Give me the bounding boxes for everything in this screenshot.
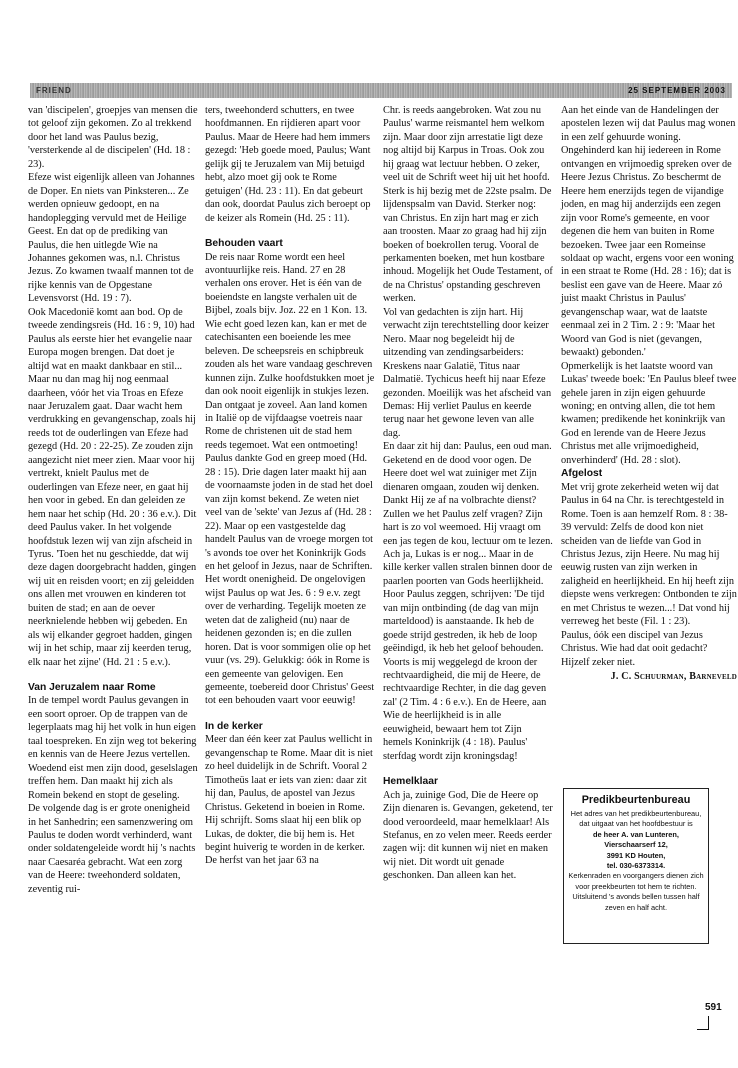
paragraph: Opmerkelijk is het laatste woord van Lukas' tweede boek: 'En Paulus bleef twee gehele jaren in zijn eigen gehuurde woning; en ontving allen, die tot hem kwamen; predikende het koninkrijk van God en lerende van de Heere Jezus Christus met alle vrijmoedigheid, onverhinderd' (Hd. 28 : slot). (561, 360, 737, 466)
header-date: 25 SEPTEMBER 2003 (628, 86, 726, 95)
paragraph: van 'discipelen', groepjes van mensen die tot geloof zijn gekomen. Zo al trekkend door het land was Paulus bezig, 'versterkende al de discipelen' (Hd. 18 : 23). (28, 105, 198, 170)
box-intro: Het adres van het predikbeurtenbureau, dat uitgaat van het hoofdbestuur is (570, 809, 702, 829)
paragraph: Zullen we het Paulus zelf vragen? Zijn hart is zo vol weemoed. Hij vraagt om een jas tegen de kou, lectuur om te lezen. Ach ja, Lukas is er nog... Maar in de kille kerker vallen stralen binnen door de paarlen poorten van Gods heerlijkheid. Hoor Paulus zeggen, schrijven: 'De tijd van mijn ontbinding (de dag van mijn marteldood) is aanstaande. Ik heb de goede strijd gestreden, ik heb de loop geëindigd, ik heb het geloof behouden. Voorts is mij weggelegd de kroon der rechtvaardigheid, die mij de Heere, de rechtvaardige Rechter, in die dag geven zal' (2 Tim. 4 : 6 e.v.). En de Heere, aan Wie de heerlijkheid is in alle eeuwigheid, bewaart hem tot Zijn hemels Koninkrijk (4 : 18). Paulus' sterfdag wordt zijn kroningsdag! (383, 508, 553, 762)
box-street: Vierschaarserf 12, (604, 840, 668, 850)
section-heading: Afgelost (561, 468, 603, 480)
paragraph: De volgende dag is er grote onenigheid in het Sanhedrin; een samenzwering om Paulus te doden wordt verhinderd, want onder soldatengeleide wordt hij 's nachts naar Caesaréa gebracht. Wat een zorg van de Heere: tweehonderd soldaten, zeventig rui- (28, 803, 196, 895)
page-number: 591 (705, 1002, 722, 1013)
column-4 (561, 104, 737, 683)
section-heading: Behouden vaart (205, 238, 283, 250)
section-heading: In de kerker (205, 720, 263, 732)
box-title: Predikbeurtenbureau (581, 794, 691, 806)
predikbeurtenbureau-box (563, 788, 709, 944)
box-contact-name: de heer A. van Lunteren, (593, 829, 679, 839)
paragraph: Aan het einde van de Handelingen der apostelen lezen wij dat Paulus mag wonen in een zelf gehuurde woning. Ongehinderd kan hij iedereen in Rome ontvangen en vrijmoedig spreken over de Heere Jezus Christus. Zo beschermt de Heere hem enerzijds tegen de vijandige joden, en mag hij anderzijds een zegen zijn voor Rome's gemeente, en voor degenen die hem van buiten in Rome bezoeken. Twee jaar een Romeinse soldaat op wacht, ergens voor een woning in een straat te Rome (Hd. 28 : 16); dat is beslist een gave van de Heere. Maar zó juist maakt Christus in Paulus' gevangenschap waar, wat de laatste eenmaal zei in 2 Tim. 2 : 9: 'Maar het Woord van God is niet (gevangen, bewaakt) gebonden.' (561, 105, 736, 359)
author-signature: J. C. Schuurman, Barneveld (610, 671, 737, 683)
corner-mark (697, 1016, 709, 1030)
box-calling-hours: Uitsluitend 's avonds bellen tussen half zeven en half acht. (572, 892, 700, 912)
column-1 (28, 104, 198, 896)
paragraph: In de tempel wordt Paulus gevangen in een soort oproer. Op de trappen van de legerplaats mag hij het volk in hun eigen taal toespreken. En zijn weg tot bekering en kennis van de Heere Jezus vertellen. Woedend eist men zijn dood, geselslagen treffen hem. Dan maakt hij zich als Romein bekend en stopt de geseling. (28, 695, 198, 801)
box-phone: tel. 030-6373314. (606, 861, 666, 871)
column-2 (205, 104, 375, 868)
paragraph: Met vrij grote zekerheid weten wij dat Paulus in 64 na Chr. is terechtgesteld in Rome. Toen is aan hemzelf Rom. 8 : 38-39 vervuld: Zelfs de dood kon niet scheiden van de liefde van God in Christus Jezus, zijn Heere. Nu mag hij eeuwig rusten van zijn werken in zaligheid en heerlijkheid. En hij heeft zijn diepste wens verkregen: Ontbonden te zijn en met Christus te wezen...! Dat vond hij verreweg het beste (Fil. 1 : 23). (561, 481, 737, 628)
paragraph: Vol van gedachten is zijn hart. Hij verwacht zijn terechtstelling door keizer Nero. Maar nog begeleidt hij de uitzending van zendingsarbeiders: Kreskens naar Galatië, Titus naar Dalmatië. Tychicus heeft hij naar Efeze gezonden. Moeilijk was het afscheid van Demas: Hij verliet Paulus en keerde terug naar het gewone leven van alle dag. (383, 306, 552, 439)
paragraph: Chr. is reeds aangebroken. Wat zou nu Paulus' warme reismantel hem welkom zijn. Maar door zijn arrestatie ligt deze nog altijd bij Karpus in Troas. Ook zou hij graag wat lectuur hebben. O zeker, veel uit de Schrift weet hij uit het hoofd. Sterk is hij bezig met de 22ste psalm. De lijdenspsalm van David. Sterker nog: van Christus. En zijn hart mag er zich aan troosten. Maar zo graag had hij zijn boeken of boekrollen terug. Vooral de perkamenten boeken, met hun kostbare inhoud. Mogelijk het Oude Testament, of de na Christus' opstanding geschreven werken. (383, 105, 553, 305)
paragraph: Paulus, óók een discipel van Jezus Christus. Wie had dat ooit gedacht? Hijzelf zeker niet. (561, 629, 708, 668)
box-instructions: Kerkenraden en voorgangers dienen zich voor preekbeurten tot hem te richten. (568, 871, 704, 891)
header-left-title: FRIEND (36, 86, 72, 95)
paragraph: De reis naar Rome wordt een heel avontuurlijke reis. Hand. 27 en 28 verhalen ons erover. Het is één van de boeiendste en langste verhalen uit de Bijbel, zoals bijv. Joz. 22 en 1 Kon. 13. Wie echt goed lezen kan, kan er met de catechisanten een boeiende les mee beleven. De scheepsreis en schipbreuk zouden als het ware vandaag geschreven kunnen zijn. Zulke hoofdstukken moet je dan ook nooit eigenlijk in stukjes lezen. Dan ontgaat je zoveel. Aan land komen in Italië op de vijfdaagse voetreis naar Rome de christenen uit de stad hem reeds tegemoet. Wat een ontmoeting! Paulus dankte God en greep moed (Hd. 28 : 15). Drie dagen later maakt hij aan de voornaamste joden in de stad het doel van zijn komst bekend. Ze weten niet veel van de 'sekte' van Jezus af (Hd. 28 : 22). Maar op een vastgestelde dag handelt Paulus van de vroege morgen tot 's avonds toe over het Koninkrijk Gods en het geloof in Jezus, naar de Schriften. Het wordt onenigheid. De ongelovigen wijst Paulus op wat Jes. 6 : 9 e.v. zegt over de verharding. Tegelijk moeten ze weten dat de zaligheid (nu) naar de heidenen gezonden is; en die zullen horen. Dat is voor sommigen olie op het vuur (vs. 29). Gelukkig: óók in Rome is een gemeente van gelovigen. Een gemeente, toebereid door Christus' Geest tot een behouden vaart voor eeuwig! (205, 251, 375, 707)
header-bar (30, 83, 732, 98)
paragraph: Ook Macedonië komt aan bod. Op de tweede zendingsreis (Hd. 16 : 9, 10) had Paulus als eerste hier het evangelie naar Europa mogen brengen. Dat doet je altijd wat en maakt dankbaar en stil... Maar nu dan mag hij nog eenmaal daarheen, vóór het via Troas en Efeze naar Jeruzalem gaat. Daar wacht hem verdrukking en gevangenschap, zoals hij reeds tot de ouderlingen van Efeze had gezegd (Hd. 20 : 22-25). Ze zouden zijn aangezicht niet meer zien. Maar voor hij vertrekt, knielt Paulus met de ouderlingen van Efeze neer, en gaat hij hen voor in gebed. En dan geleiden ze hem naar het schip (Hd. 20 : 36 e.v.). Dit deed Paulus vaker. In het volgende hoofdstuk lezen wij van zijn afscheid in Tyrus. 'Toen het nu geschiedde, dat wij deze dagen doorgebracht hadden, gingen wij uit en reisden voort; en zij geleidden ons allen met vrouwen en kinderen tot buiten de stad; en aan de oever neerknielende hebben wij gebeden. En als wij elkander gegroet hadden, gingen wij in het schip, maar zij keerden terug, elk naar het zijne' (Hd. 21 : 5 e.v.). (28, 306, 197, 668)
paragraph: Ach ja, zuinige God, Die de Heere op Zijn dienaren is. Gevangen, geketend, ter dood veroordeeld, maar hemelklaar! Als Stefanus, en zo velen meer. Reeds eerder zagen wij: dit kunnen wij niet en maken wij niet. Dit wordt uit genade geschonken. Dan alleen kan het. (383, 789, 553, 882)
paragraph: En daar zit hij dan: Paulus, een oud man. Geketend en de dood voor ogen. De Heere doet wel wat zuiniger met Zijn dienaren omgaan, zouden wij denken. Dankt Hij ze af na volbrachte dienst? (383, 441, 552, 507)
paragraph: ters, tweehonderd schutters, en twee hoofdmannen. En rijdieren apart voor Paulus. Maar de Heere had hem immers gezegd: 'Heb goede moed, Paulus; Want gelijk gij te Jeruzalem van Mij betuigd hebt, alzo moet gij ook te Rome getuigen' (Hd. 23 : 11). En dat gebeurt dan ook, doordat Paulus zich beroept op de keizer als Romein (Hd. 25 : 11). (205, 105, 371, 224)
column-3 (383, 104, 553, 883)
section-heading: Hemelklaar (383, 776, 438, 788)
box-city: 3991 KD Houten, (606, 850, 666, 860)
paragraph: Meer dan één keer zat Paulus wellicht in gevangenschap te Rome. Maar dit is niet zo heel duidelijk in de Schrift. Vooral 2 Timotheüs laat er iets van zien: daar zit hij dan, Paulus, de apostel van Jezus Christus. Geketend in boeien in Rome. Hij schrijft. Soms slaat hij een blik op Lukas, de dokter, die bij hem is. Het begint huiverig te worden in de kerker. De herfst van het jaar 63 na (205, 734, 373, 867)
paragraph: Efeze wist eigenlijk alleen van Johannes de Doper. En niets van Pinksteren... Ze werden opnieuw gedoopt, en na handoplegging vervuld met de Heilige Geest. En dat op de prediking van Paulus, die hen uitlegde Wie na Johannes gekomen was, n.l. Christus Jezus. Zo kwamen twaalf mannen tot de rijke kennis van de Opgestane Levensvorst (Hd. 19 : 7). (28, 172, 195, 305)
section-heading: Van Jeruzalem naar Rome (28, 682, 156, 694)
